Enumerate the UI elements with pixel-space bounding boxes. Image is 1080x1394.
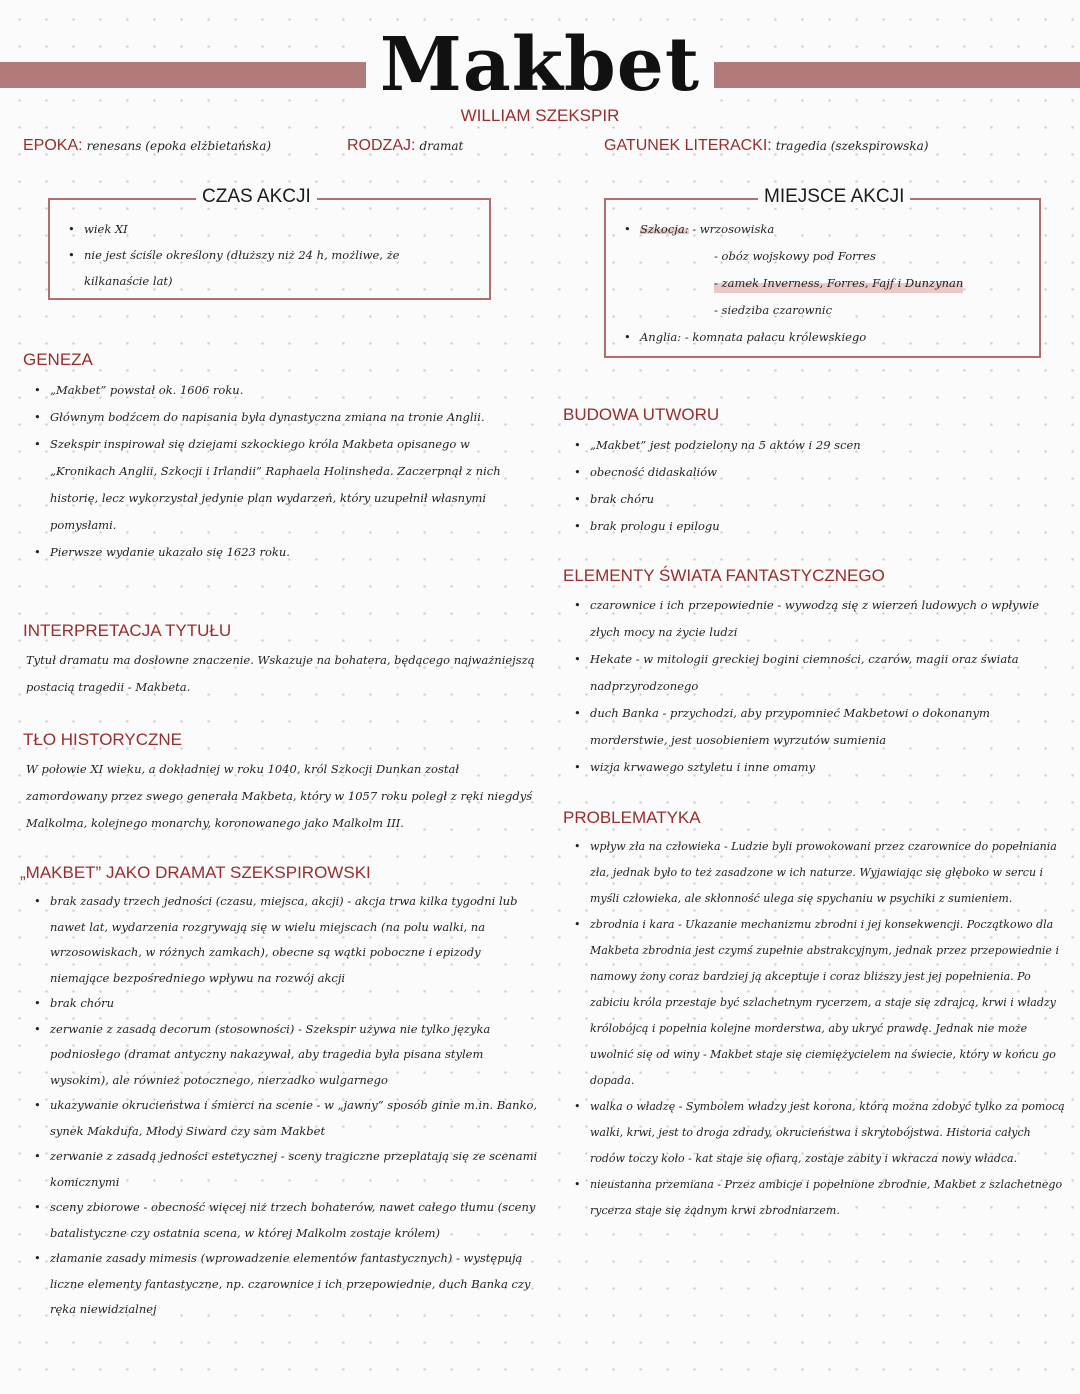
epoka-label: EPOKA: [23,137,83,154]
miejsce-akcji-box [604,186,1041,358]
list-item: • sceny zbiorowe - obecność więcej niż trzech bohaterów, nawet całego tłumu (sceny batalistyczne czy ostatnia scena, w której Malkolm zostaje królem) [24,1195,538,1246]
szkocja-lead: - wrzosowiska [692,222,775,236]
list-item: • walka o władzę - Symbolem władzy jest korona, którą można zdobyć tylko za pomocą walki, krwi, jest to droga zdrady, okrucieństwa i skrytobójstwa. Historia całych rodów toczy koło - kat staje się ofiarą, zostaje zabity i wkracza nowy władca. [564,1094,1066,1172]
list-item: • Głównym bodźcem do napisania była dynastyczna zmiana na tronie Anglii. [24,404,536,431]
list-item: • brak zasady trzech jedności (czasu, miejsca, akcji) - akcja trwa kilka tygodni lub nawet lat, wydarzenia rozgrywają się w wielu miejscach (na polu walki, na wrzosowiskach, w różnych zamkach), obecne są wątki poboczne i epizody niemające bezpośredniego wpływu na rozwój akcji [24,889,538,991]
elementy-title: ELEMENTY ŚWIATA FANTASTYCZNEGO [563,566,885,585]
list-item: • duch Banka - przychodzi, aby przypomnieć Makbetowi o dokonanym morderstwie, jest uosobieniem wyrzutów sumienia [564,700,1064,754]
czas-akcji-box [48,186,491,300]
miejsce-akcji-title: MIEJSCE AKCJI [758,186,910,208]
list-item: • wizja krwawego sztyletu i inne omamy [564,754,1064,781]
szkocja-label: Szkocja: [640,222,689,236]
author: WILLIAM SZEKSPIR [460,106,620,125]
list-item: • ukazywanie okrucieństwa i śmierci na scenie - w „jawny” sposób ginie m.in. Banko, synek Makdufa, Młody Siward czy sam Makbet [24,1093,538,1144]
list-item: • Hekate - w mitologii greckiej bogini ciemności, czarów, magii oraz świata nadprzyrodzonego [564,646,1064,700]
rodzaj-value: dramat [419,139,464,153]
list-item [614,324,1034,351]
szkocja-sublist [614,243,1034,324]
gatunek-value: tragedia (szekspirowska) [775,139,929,153]
list-item: • zerwanie z zasadą jedności estetycznej - sceny tragiczne przeplatają się ze scenami komicznymi [24,1144,538,1195]
budowa-list [564,432,1064,540]
list-item: • wiek XI [58,216,458,242]
anglia-label: Anglia: [640,330,682,344]
miejsce-akcji-content [614,216,1034,351]
dramat-list [24,889,538,1323]
anglia-item: - komnata pałacu królewskiego [684,330,867,344]
list-item: • „Makbet” jest podzielony na 5 aktów i 29 scen [564,432,1064,459]
list-item: • obecność didaskaliów [564,459,1064,486]
list-item: • wpływ zła na człowieka - Ludzie byli prowokowani przez czarownice do popełniania zła, jednak było to też zasadzone w ich naturze. Wyjawiając się głęboko w sercu i myśli człowieka, ale skłonność ulega się spychaniu w psychiki z sumieniem. [564,834,1066,912]
problematyka-title: PROBLEMATYKA [563,808,701,827]
list-item: • brak prologu i epilogu [564,513,1064,540]
czas-akcji-list [58,216,458,294]
list-item: • brak chóru [564,486,1064,513]
gatunek-label: GATUNEK LITERACKI: [604,137,772,154]
elementy-list [564,592,1064,781]
problematyka-list [564,834,1066,1224]
list-item: • brak chóru [24,991,538,1017]
sub-item: - siedziba czarownic [714,303,833,317]
geneza-list [24,377,536,566]
dramat-title: „MAKBET” JAKO DRAMAT SZEKSPIROWSKI [20,863,371,882]
meta-gatunek [604,137,928,155]
sub-item: - obóz wojskowy pod Forres [714,249,876,263]
interpretacja-title: INTERPRETACJA TYTUŁU [23,621,232,640]
interpretacja-text: Tytuł dramatu ma dosłowne znaczenie. Wskazuje na bohatera, będącego najważniejszą postacią tragedii - Makbeta. [26,653,535,694]
tlo-title: TŁO HISTORYCZNE [23,730,183,749]
list-item: • nie jest ściśle określony (dłuższy niż 24 h, możliwe, że kilkanaście lat) [58,242,458,294]
tlo-text: W połowie XI wieku, a dokładniej w roku 1040, król Szkocji Dunkan został zamordowany przez swego generała Makbeta, który w 1057 roku poległ z ręki niegdyś Malkolma, kolejnego monarchy, koronowanego jako Malkolm III. [26,762,533,830]
list-item: • Szekspir inspirował się dziejami szkockiego króla Makbeta opisanego w „Kronikach Anglii, Szkocji i Irlandii” Raphaela Holinsheda. Zaczerpnął z nich historię, lecz wykorzystał jedynie plan wydarzeń, który uzupełnił własnymi pomysłami. [24,431,536,539]
list-item: • czarownice i ich przepowiednie - wywodzą się z wierzeń ludowych o wpływie złych mocy na życie ludzi [564,592,1064,646]
list-item: • „Makbet” powstał ok. 1606 roku. [24,377,536,404]
epoka-value: renesans (epoka elżbietańska) [86,139,272,153]
geneza-title: GENEZA [23,350,93,369]
list-item: • Pierwsze wydanie ukazało się 1623 roku. [24,539,536,566]
list-item: • zbrodnia i kara - Ukazanie mechanizmu zbrodni i jej konsekwencji. Początkowo dla Makbeta zbrodnia jest czymś zupełnie abstrakcyjnym, jednak przez przepowiednie i namowy żony coraz bardziej ją akceptuje i coraz bliższy jest jej popełnienia. Po zabiciu króla przestaje być szlachetnym rycerzem, a staje się zdrajcą, krwi i władzy królobójcą i popełnia kolejne morderstwa, aby ukryć prawdę. Jednak nie może uwolnić się od winy - Makbet staje się ciemiężycielem na świecie, który w końcu go dopada. [564,912,1066,1094]
list-item [614,216,1034,243]
list-item: • złamanie zasady mimesis (wprowadzenie elementów fantastycznych) - występują liczne elementy fantastyczne, np. czarownice i ich przepowiednie, duch Banka czy ręka niewidzialnej [24,1246,538,1323]
czas-akcji-title: CZAS AKCJI [196,186,317,208]
meta-epoka [23,137,271,155]
page-title: Makbet [0,20,1080,110]
list-item: • nieustanna przemiana - Przez ambicje i popełnione zbrodnie, Makbet z szlachetnego rycerza staje się żądnym krwi zbrodniarzem. [564,1172,1066,1224]
meta-rodzaj [347,137,463,155]
budowa-title: BUDOWA UTWORU [563,405,720,424]
rodzaj-label: RODZAJ: [347,137,416,154]
list-item: • zerwanie z zasadą decorum (stosowności) - Szekspir używa nie tylko języka podniosłego (dramat antyczny nakazywał, aby tragedia była pisana stylem wysokim), ale również potocznego, nierzadko wulgarnego [24,1017,538,1094]
sub-item: - zamek Inverness, Forres, Fajf i Dunzynan [714,270,963,297]
